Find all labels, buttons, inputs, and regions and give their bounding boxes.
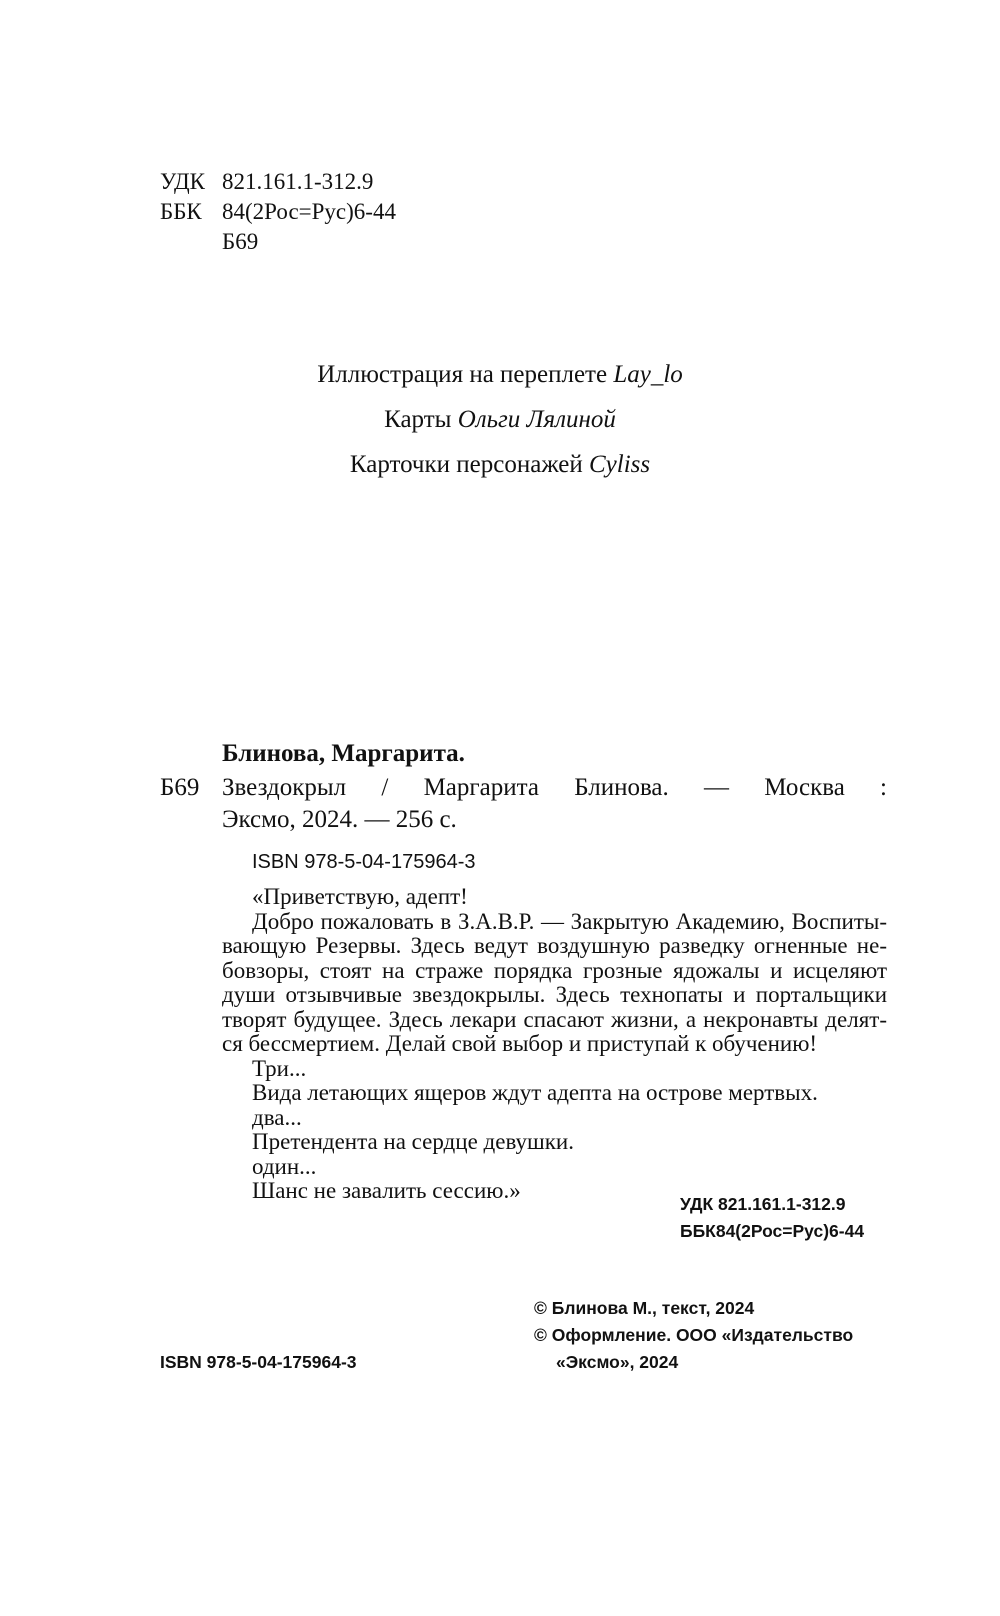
bbk-label: ББК (160, 199, 202, 224)
annotation-line: Вида летающих ящеров ждут адепта на острове мертвых. (252, 1080, 818, 1105)
illustrator-name: Lay_lo (613, 361, 683, 388)
isbn-main: ISBN 978-5-04-175964-3 (252, 851, 476, 873)
copyright-design: © Оформление. ООО «Издательство (534, 1325, 854, 1345)
udk-row (160, 167, 373, 197)
annotation-line: вающую Резервы. Здесь ведут воздушную разведку огненные не- (222, 933, 887, 958)
annotation-line: души отзывчивые звездокрылы. Здесь технопаты и портальщики (222, 982, 887, 1007)
author-code-row (160, 227, 258, 257)
bbk-row (160, 197, 396, 227)
title-block (222, 772, 887, 836)
annotation-line: один... (252, 1153, 317, 1179)
title-word: Блинова. (574, 774, 669, 801)
annotation-line: творят будущее. Здесь лекари спасают жизни, а некронавты делят- (222, 1006, 887, 1032)
imprint-udk: УДК 821.161.1-312.9 (680, 1194, 846, 1214)
author-heading: Блинова, Маргарита. (222, 740, 465, 767)
bbk-value: 84(2Рос=Рус)6-44 (222, 199, 396, 224)
cards-author-name: Cyliss (589, 451, 651, 478)
bibliographic-code: Б69 (160, 774, 200, 801)
title-word: Москва (764, 774, 845, 801)
annotation-line: ся бессмертием. Делай свой выбор и приступай к обучению! (222, 1031, 818, 1056)
title-word: Маргарита (423, 774, 539, 801)
title-word: Звездокрыл (222, 774, 347, 801)
copyright-text: © Блинова М., текст, 2024 (534, 1298, 755, 1318)
title-line-2: Эксмо, 2024. — 256 с. (222, 806, 457, 833)
annotation-line: Шанс не завалить сессию.» (252, 1178, 521, 1203)
annotation-line: Три... (252, 1055, 307, 1081)
credit-illustration: Иллюстрация на переплете Lay_lo (317, 361, 683, 388)
annotation-line: бовзоры, стоят на страже порядка грозные ядожалы и исцеляют (222, 957, 887, 983)
copyright-design-cont: «Эксмо», 2024 (556, 1352, 679, 1372)
annotation-line: Претендента на сердце девушки. (252, 1129, 574, 1154)
imprint-isbn: ISBN 978-5-04-175964-3 (160, 1352, 357, 1372)
maps-author-name: Ольги Лялиной (457, 406, 616, 433)
imprint-bbk: ББК84(2Рос=Рус)6-44 (680, 1221, 865, 1241)
title-word: / (381, 774, 389, 801)
udk-value: 821.161.1-312.9 (222, 169, 374, 194)
annotation-line: Добро пожаловать в З.А.В.Р. — Закрытую Академию, Воспиты- (252, 908, 887, 934)
title-word: — (704, 774, 730, 801)
title-line-1 (222, 772, 887, 804)
annotation-line: два... (252, 1104, 302, 1130)
annotation (222, 885, 887, 1204)
credit-cards: Карточки персонажей Cyliss (349, 451, 651, 478)
credit-maps: Карты Ольги Лялиной (384, 406, 616, 433)
annotation-line: «Приветствую, адепт! (252, 884, 468, 909)
title-word: : (880, 774, 887, 801)
author-code: Б69 (222, 229, 259, 254)
credits-block (0, 352, 1000, 487)
udk-label: УДК (160, 169, 205, 194)
